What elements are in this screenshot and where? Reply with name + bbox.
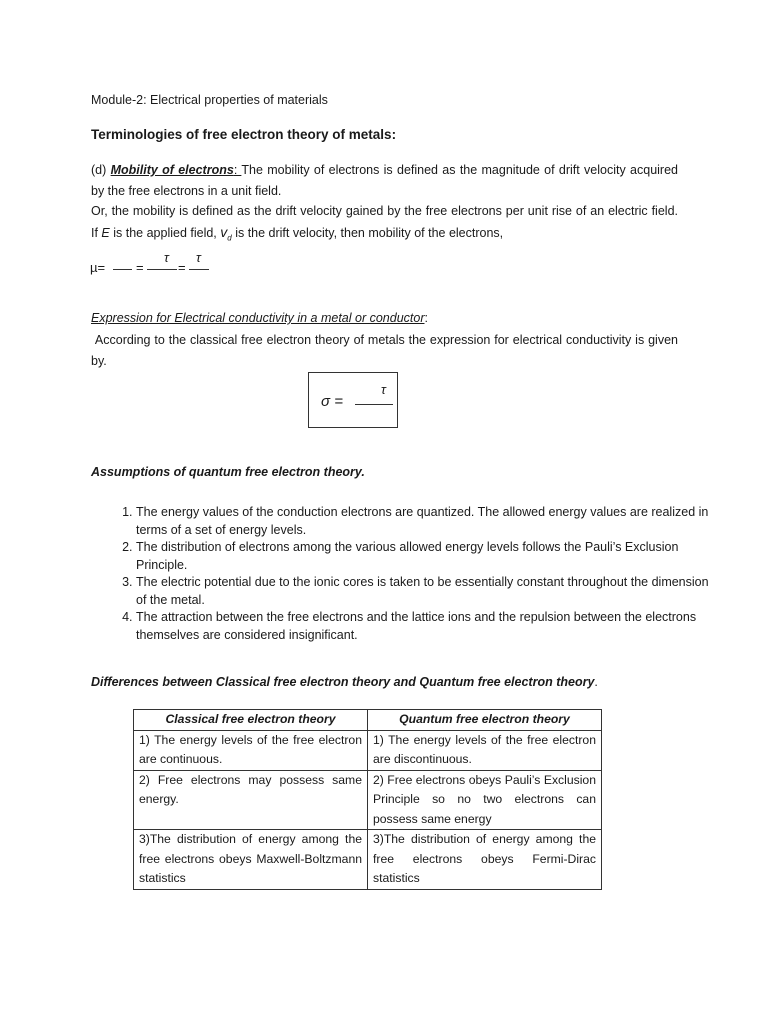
sigma-lhs: σ = [321,393,343,410]
section-heading: Terminologies of free electron theory of metals: [91,127,397,142]
conductivity-paragraph: According to the classical free electron theory of metals the expression for electrical conductivity is given by. [91,333,678,368]
assumptions-list [91,504,716,644]
module-title: Module-2: Electrical properties of materials [91,93,328,107]
assumptions-title: Assumptions of quantum free electron theory. [91,465,365,479]
comparison-table [133,709,602,890]
fraction-bar [189,269,209,270]
table-cell: 2) Free electrons may possess same energy. [134,770,368,830]
symbol-v-subscript: d [227,233,232,242]
table-row [134,830,602,890]
tau-numerator: τ [196,250,201,265]
table-row [134,730,602,770]
table-cell: 1) The energy levels of the free electron are continuous. [134,730,368,770]
table-cell: 3)The distribution of energy among the free electrons obeys Maxwell-Boltzmann statistics [134,830,368,890]
alt-text-b: is the applied field, [109,225,221,240]
alt-text-c: is the drift velocity, then mobility of the electrons, [231,225,504,240]
conductivity-text [91,330,678,371]
mobility-text: The mobility of electrons is defined as the magnitude of drift velocity acquired by the free electrons in a unit field. [91,163,678,198]
list-item: 2. The distribution of electrons among the various allowed energy levels follows the Pauli’s Exclusion Principle. [136,539,716,574]
heading-period: . [594,675,598,689]
column-header-quantum: Quantum free electron theory [368,710,602,731]
mobility-formula [90,250,220,280]
term-colon: : [233,163,242,177]
mobility-term: Mobility of electrons [110,163,234,177]
table-cell: 3)The distribution of energy among the free electrons obeys Fermi-Dirac statistics [368,830,602,890]
table-row [134,770,602,830]
differences-heading [91,675,598,689]
tau-numerator: τ [164,250,169,265]
equals-sign: = [178,260,186,275]
conductivity-formula-box [308,372,398,428]
conductivity-title: Expression for Electrical conductivity in a metal or conductor [91,311,425,325]
mu-lhs: µ= [90,260,106,275]
tau-numerator: τ [381,382,386,397]
fraction-bar [113,269,132,270]
list-item: 1. The energy values of the conduction electrons are quantized. The allowed energy values are realized in terms of a set of energy levels. [136,504,716,539]
equals-sign: = [136,260,144,275]
fraction-bar [147,269,177,270]
mobility-alt-definition [91,201,678,249]
symbol-v: v [220,223,228,240]
table-cell: 1) The energy levels of the free electron are discontinuous. [368,730,602,770]
table-header-row [134,710,602,731]
list-item: 3. The electric potential due to the ionic cores is taken to be essentially constant throughout the dimension of the metal. [136,574,716,609]
conductivity-heading [91,311,428,325]
column-header-classical: Classical free electron theory [134,710,368,731]
alt-text-a: Or, the mobility is defined as the drift velocity gained by the free electrons per unit rise of an electric field. If [91,204,678,240]
heading-colon: : [424,311,428,325]
differences-title: Differences between Classical free electron theory and Quantum free electron theory [91,675,595,689]
symbol-E: E [101,225,110,240]
table-cell: 2) Free electrons obeys Pauli’s Exclusion Principle so no two electrons can possess same energy [368,770,602,830]
item-prefix: (d) [91,163,111,177]
mobility-definition [91,160,678,201]
fraction-bar [355,404,393,405]
list-item: 4. The attraction between the free electrons and the lattice ions and the repulsion between the electrons themselves are considered insignificant. [136,609,716,644]
